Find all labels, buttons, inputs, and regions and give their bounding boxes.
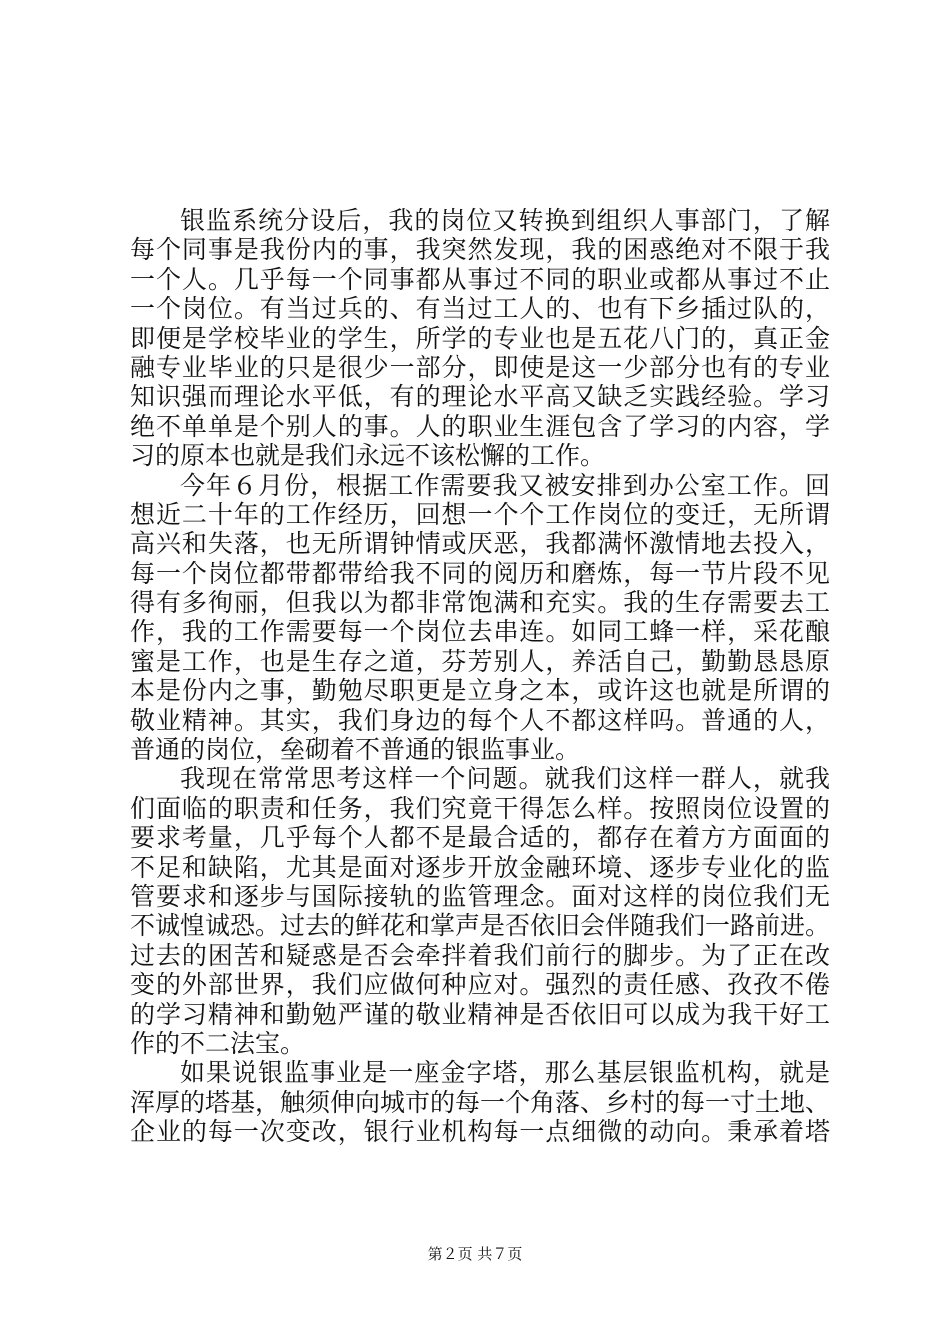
- text-line: 的学习精神和勤勉严谨的敬业精神是否依旧可以成为我干好工: [130, 999, 830, 1029]
- text-line: 浑厚的塔基，触须伸向城市的每一个角落、乡村的每一寸土地、: [130, 1087, 831, 1117]
- page-footer: [0, 1244, 950, 1264]
- text-line: 绝不单单是个别人的事。人的职业生涯包含了学习的内容，学: [130, 411, 830, 441]
- text-line: 本是份内之事，勤勉尽职更是立身之本，或许这也就是所谓的: [130, 676, 830, 706]
- text-line: 高兴和失落，也无所谓钟情或厌恶，我都满怀激情地去投入，: [130, 529, 830, 559]
- text-line: 作的不二法宝。: [130, 1028, 306, 1058]
- text-line: 银监系统分设后，我的岗位又转换到组织人事部门，了解: [180, 206, 830, 235]
- paragraph: [130, 764, 830, 1058]
- text-line: 企业的每一次变改，银行业机构每一点细微的动向。秉承着塔: [130, 1117, 830, 1147]
- text-line: 要求考量，几乎每个人都不是最合适的，都存在着方方面面的: [130, 823, 830, 853]
- text-line: 作，我的工作需要每一个岗位去串连。如同工蜂一样，采花酿: [130, 617, 830, 647]
- text-line: 一个岗位。有当过兵的、有当过工人的、也有下乡插过队的，: [130, 294, 830, 324]
- text-line: 普通的岗位，垒砌着不普通的银监事业。: [130, 735, 581, 765]
- document-body: [130, 206, 830, 1147]
- page-indicator: 第２页 共７页: [427, 1245, 523, 1263]
- text-line: 今年６月份，根据工作需要我又被安排到办公室工作。回: [180, 470, 830, 500]
- paragraph: [130, 471, 830, 765]
- text-line: 变的外部世界，我们应做何种应对。强烈的责任感、孜孜不倦: [130, 970, 830, 1000]
- text-line: 习的原本也就是我们永远不该松懈的工作。: [130, 441, 606, 471]
- text-line: 知识强而理论水平低，有的理论水平高又缺乏实践经验。学习: [130, 382, 830, 412]
- paragraph: [130, 1058, 830, 1146]
- text-line: 不足和缺陷，尤其是面对逐步开放金融环境、逐步专业化的监: [130, 852, 830, 882]
- text-line: 想近二十年的工作经历，回想一个个工作岗位的变迁，无所谓: [130, 499, 830, 529]
- text-line: 如果说银监事业是一座金字塔，那么基层银监机构，就是: [180, 1058, 830, 1088]
- text-line: 即便是学校毕业的学生，所学的专业也是五花八门的，真正金: [130, 323, 830, 353]
- text-line: 每一个岗位都带都带给我不同的阅历和磨炼，每一节片段不见: [130, 558, 830, 588]
- text-line: 融专业毕业的只是很少一部分，即使是这一少部分也有的专业: [130, 352, 830, 382]
- text-line: 一个人。几乎每一个同事都从事过不同的职业或都从事过不止: [130, 264, 830, 294]
- text-line: 管要求和逐步与国际接轨的监管理念。面对这样的岗位我们无: [130, 881, 830, 911]
- text-line: 我现在常常思考这样一个问题。就我们这样一群人，就我: [180, 764, 830, 794]
- text-line: 每个同事是我份内的事，我突然发现，我的困惑绝对不限于我: [130, 235, 830, 265]
- text-line: 过去的困苦和疑惑是否会牵拌着我们前行的脚步。为了正在改: [130, 940, 830, 970]
- paragraph: [130, 206, 830, 471]
- text-line: 蜜是工作，也是生存之道，芬芳别人，养活自己，勤勤恳恳原: [130, 646, 830, 676]
- text-line: 们面临的职责和任务，我们究竟干得怎么样。按照岗位设置的: [130, 793, 830, 823]
- text-line: 不诚惶诚恐。过去的鲜花和掌声是否依旧会伴随我们一路前进。: [130, 911, 831, 941]
- text-line: 敬业精神。其实，我们身边的每个人不都这样吗。普通的人，: [130, 705, 830, 735]
- text-line: 得有多徇丽，但我以为都非常饱满和充实。我的生存需要去工: [130, 588, 830, 618]
